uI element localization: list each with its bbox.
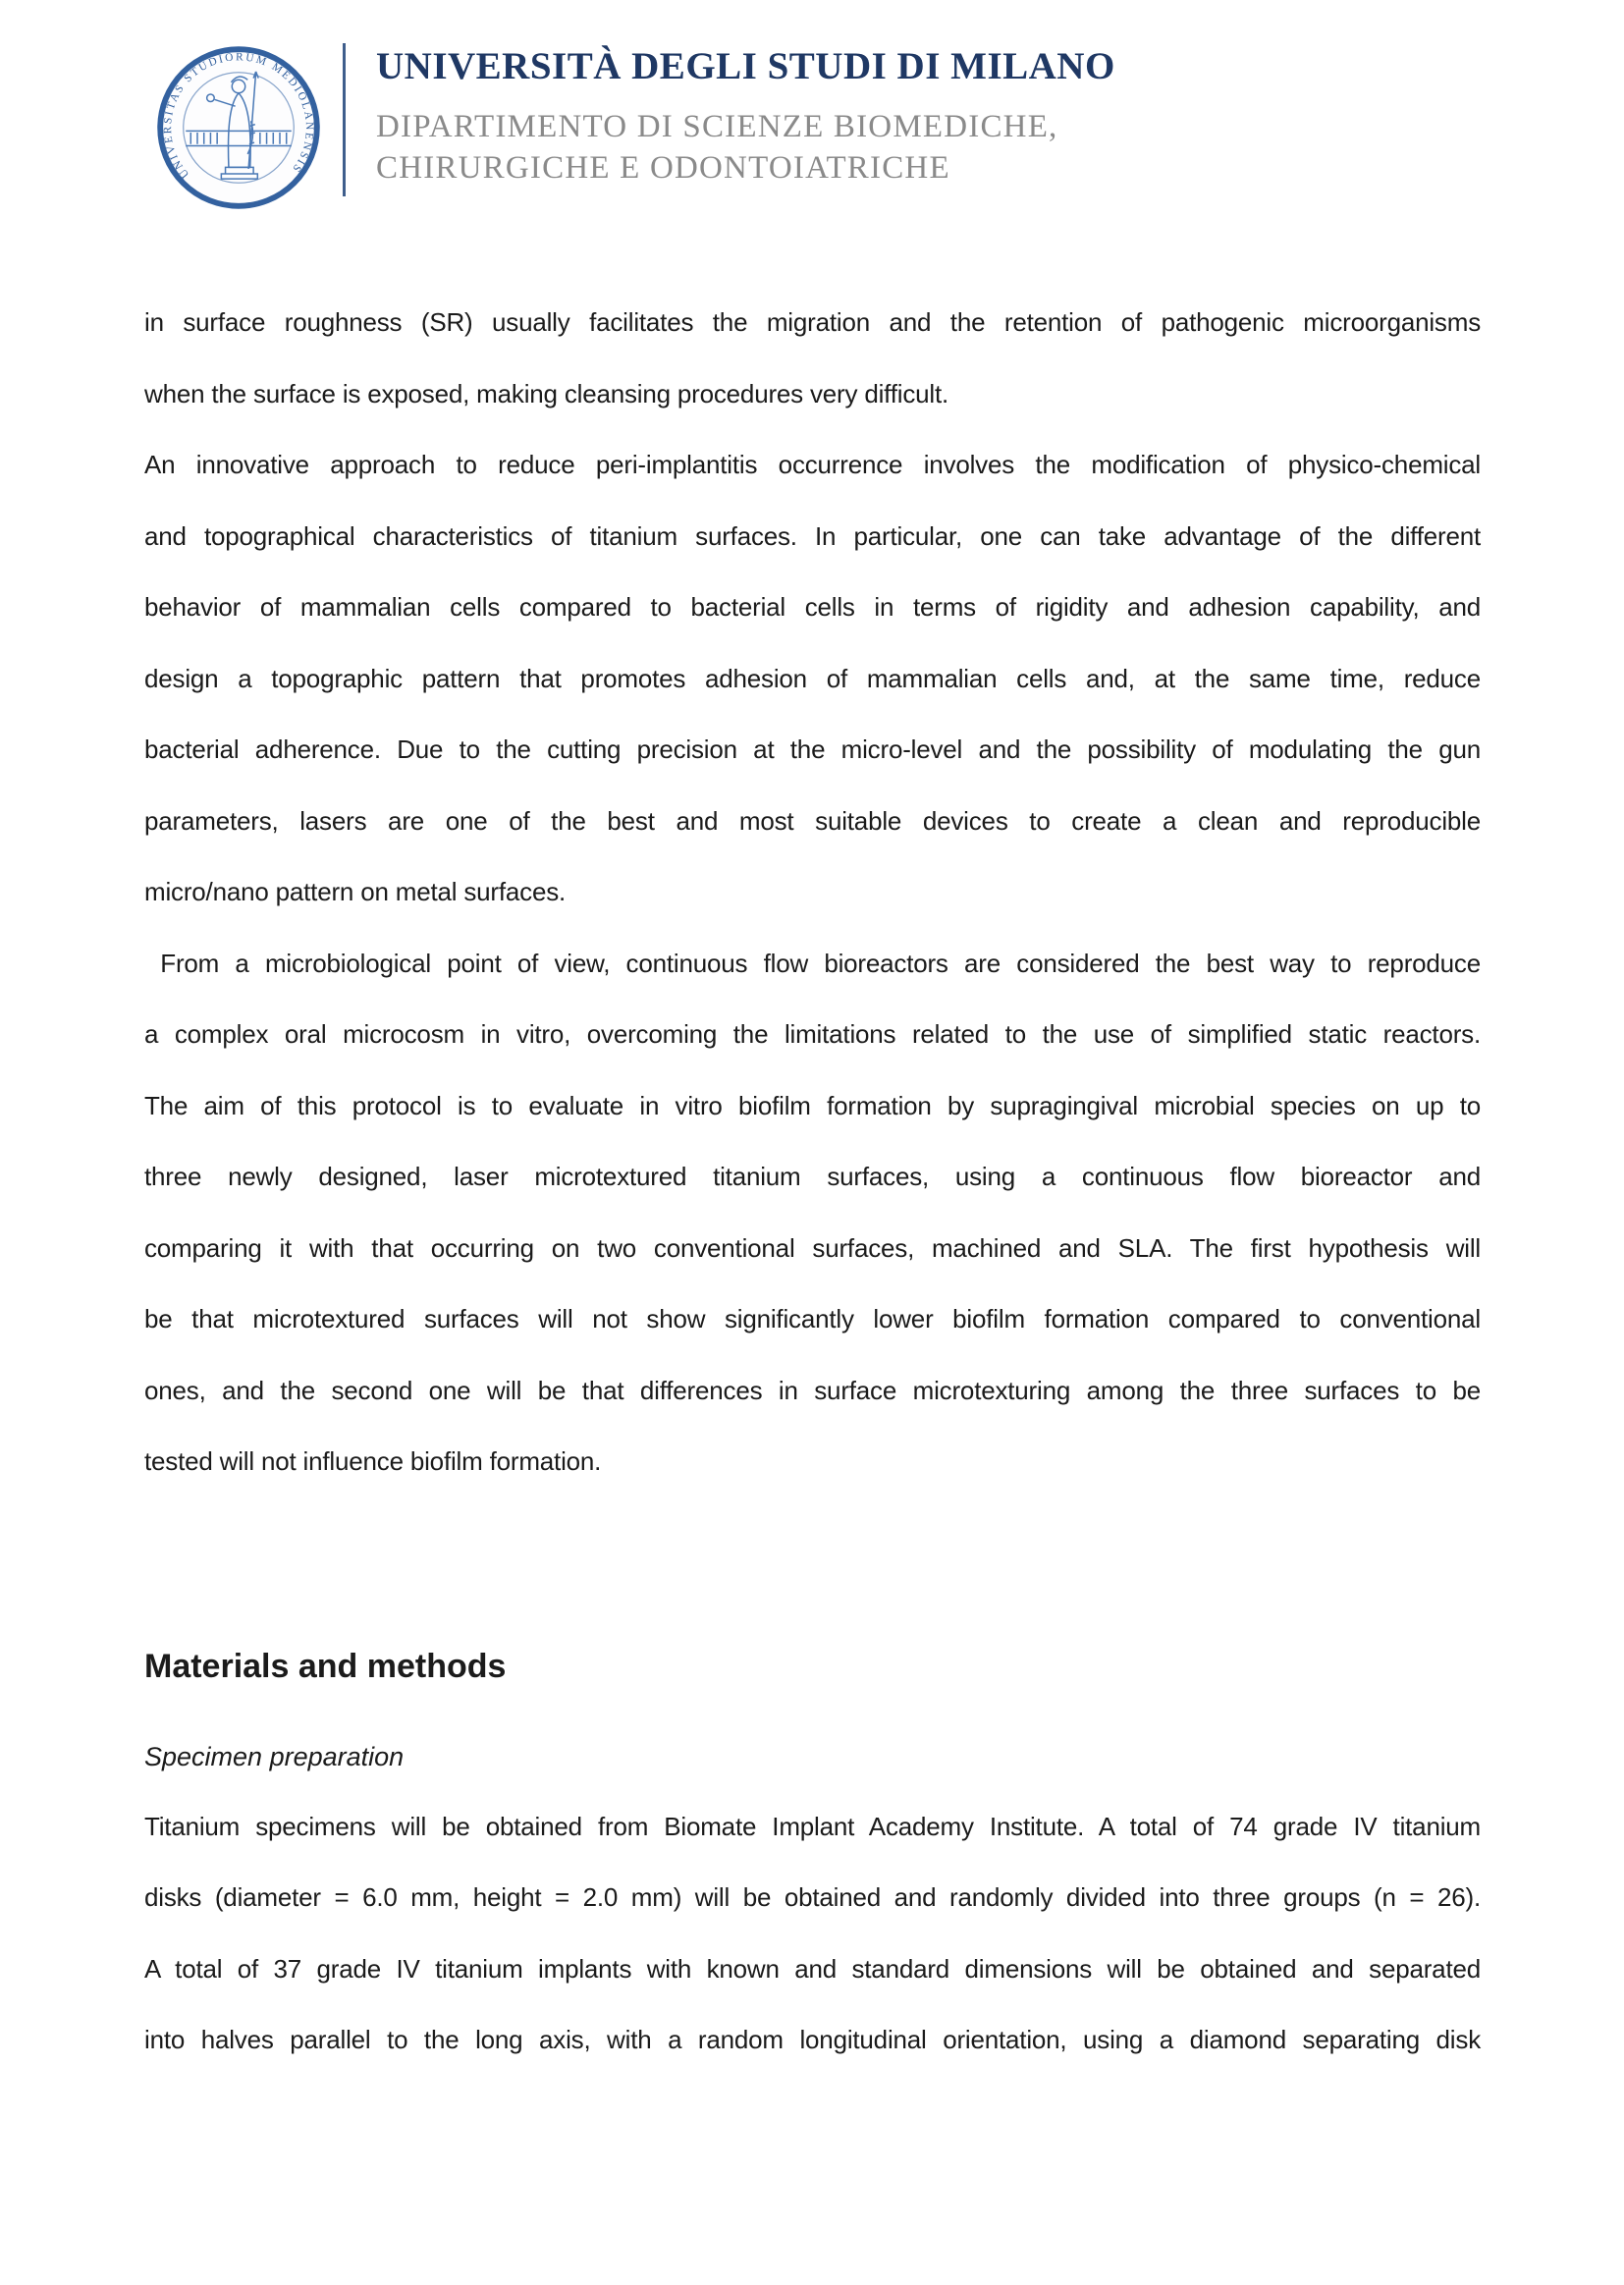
university-name: UNIVERSITÀ DEGLI STUDI DI MILANO (376, 45, 1115, 87)
text-line: a complex oral microcosm in vitro, overcoming the limitations related to the use of simplified static reactors. (144, 1019, 1481, 1049)
text-line: into halves parallel to the long axis, with a random longitudinal orientation, using a diamond separating disk (144, 2025, 1481, 2054)
letterhead (0, 0, 1624, 255)
department-name (376, 106, 1115, 189)
document-body (144, 287, 1481, 2076)
text-line: three newly designed, laser microtextured titanium surfaces, using a continuous flow bioreactor and (144, 1162, 1481, 1191)
text-line: bacterial adherence. Due to the cutting precision at the micro-level and the possibility of modulating the gun (144, 734, 1481, 764)
text-line: A total of 37 grade IV titanium implants with known and standard dimensions will be obtained and separated (144, 1953, 1481, 1984)
text-line: when the surface is exposed, making cleansing procedures very difficult. (144, 378, 949, 408)
text-line: tested will not influence biofilm formation. (144, 1446, 602, 1476)
text-line: An innovative approach to reduce peri-implantitis occurrence involves the modification of physico-chemical (144, 450, 1481, 479)
department-name-line2: CHIRURGICHE E ODONTOIATRICHE (376, 150, 950, 186)
text-line: From a microbiological point of view, continuous flow bioreactors are considered the best way to reproduce (144, 948, 1481, 978)
text-line: in surface roughness (SR) usually facilitates the migration and the retention of pathogenic microorganisms (144, 307, 1481, 337)
text-line: parameters, lasers are one of the best and most suitable devices to create a clean and reproducible (144, 805, 1481, 836)
section-heading: Materials and methods (144, 1647, 507, 1685)
university-of-milan-seal-logo (156, 45, 321, 210)
text-line: and topographical characteristics of titanium surfaces. In particular, one can take advantage of the different (144, 520, 1481, 551)
department-name-line1: DIPARTIMENTO DI SCIENZE BIOMEDICHE, (376, 109, 1058, 144)
text-line: be that microtextured surfaces will not show significantly lower biofilm formation compared to conventional (144, 1304, 1481, 1333)
text-line: comparing it with that occurring on two conventional surfaces, machined and SLA. The first hypothesis will (144, 1232, 1481, 1263)
header-divider (343, 43, 346, 196)
text-line: design a topographic pattern that promotes adhesion of mammalian cells and, at the same time, reduce (144, 663, 1481, 693)
text-line: micro/nano pattern on metal surfaces. (144, 877, 567, 906)
seal-ring-text: UNIVERSITAS STUDIORUM MEDIOLANENSIS (162, 51, 315, 181)
text-line: Titanium specimens will be obtained from Biomate Implant Academy Institute. A total of 74 grade IV titanium (144, 1811, 1481, 1841)
text-line: disks (diameter = 6.0 mm, height = 2.0 mm) will be obtained and randomly divided into three groups (n = 26). (144, 1882, 1481, 1912)
text-line: ones, and the second one will be that differences in surface microtexturing among the three surfaces to be (144, 1375, 1481, 1405)
text-line: behavior of mammalian cells compared to bacterial cells in terms of rigidity and adhesion capability, and (144, 592, 1481, 622)
header-text (376, 39, 1115, 189)
subsection-heading: Specimen preparation (144, 1741, 405, 1771)
text-line: The aim of this protocol is to evaluate in vitro biofilm formation by supragingival microbial species on up to (144, 1090, 1481, 1120)
